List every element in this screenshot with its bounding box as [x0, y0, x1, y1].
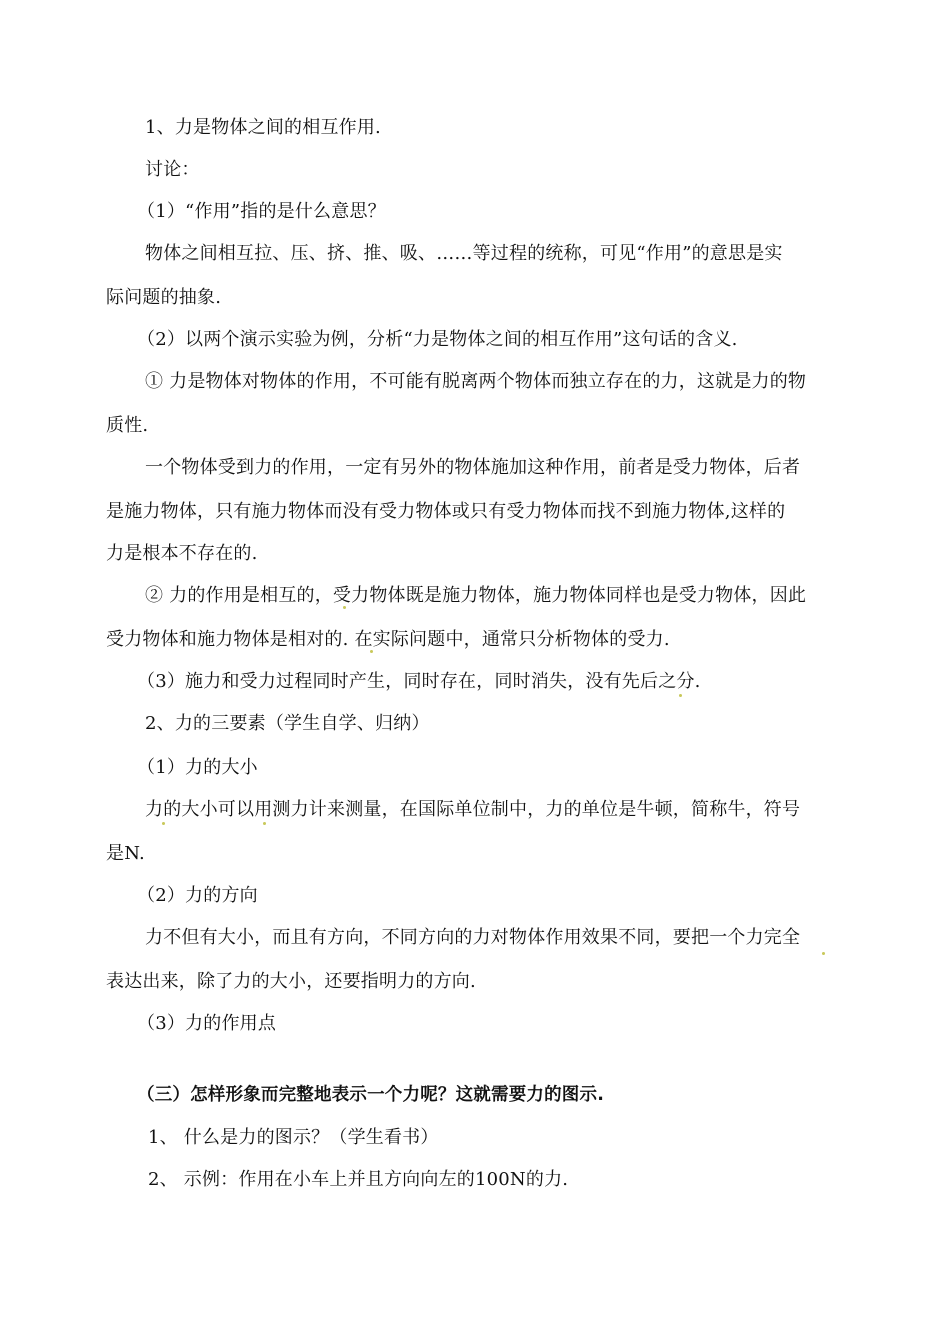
line-2: 讨论：	[145, 159, 200, 180]
line-25: 2、 示例：作用在小车上并且方向向左的100N的力.	[148, 1169, 569, 1190]
line-12: ② 力的作用是相互的，受力物体既是施力物体，施力物体同样也是受力物体，因此	[145, 585, 807, 606]
line-18: 是N.	[106, 843, 145, 864]
line-17: 力的大小可以用测力计来测量，在国际单位制中，力的单位是牛顿，简称牛，符号	[145, 799, 801, 820]
line-4: 物体之间相互拉、压、挤、推、吸、……等过程的统称，可见“作用”的意思是实	[145, 243, 783, 264]
line-14: （3）施力和受力过程同时产生，同时存在，同时消失，没有先后之分.	[137, 671, 701, 692]
artifact-dot	[263, 822, 266, 825]
artifact-dot	[162, 822, 165, 825]
line-19: （2）力的方向	[137, 885, 258, 906]
line-9: 一个物体受到力的作用，一定有另外的物体施加这种作用，前者是受力物体，后者	[145, 457, 801, 478]
line-13: 受力物体和施力物体是相对的. 在实际问题中，通常只分析物体的受力.	[106, 629, 670, 650]
line-3: （1）“作用”指的是什么意思？	[137, 201, 386, 222]
line-11: 力是根本不存在的.	[106, 543, 258, 564]
line-16: （1）力的大小	[137, 757, 258, 778]
artifact-dot	[679, 694, 682, 697]
line-5: 际问题的抽象.	[106, 287, 222, 308]
line-15: 2、力的三要素（学生自学、归纳）	[145, 713, 430, 734]
line-6: （2）以两个演示实验为例，分析“力是物体之间的相互作用”这句话的含义.	[137, 329, 738, 350]
line-8: 质性.	[106, 415, 149, 436]
artifact-dot	[370, 650, 373, 653]
artifact-dot	[822, 952, 825, 955]
section-heading: （三）怎样形象而完整地表示一个力呢？这就需要力的图示.	[137, 1085, 605, 1105]
line-1: 1、力是物体之间的相互作用.	[145, 117, 381, 138]
line-10: 是施力物体，只有施力物体而没有受力物体或只有受力物体而找不到施力物体,这样的	[106, 501, 786, 522]
line-20: 力不但有大小，而且有方向，不同方向的力对物体作用效果不同，要把一个力完全	[145, 927, 801, 948]
line-22: （3）力的作用点	[137, 1013, 277, 1034]
line-21: 表达出来，除了力的大小，还要指明力的方向.	[106, 971, 476, 992]
line-7: ① 力是物体对物体的作用，不可能有脱离两个物体而独立存在的力，这就是力的物	[145, 371, 807, 392]
artifact-dot	[343, 606, 346, 609]
line-24: 1、 什么是力的图示？（学生看书）	[148, 1127, 439, 1148]
